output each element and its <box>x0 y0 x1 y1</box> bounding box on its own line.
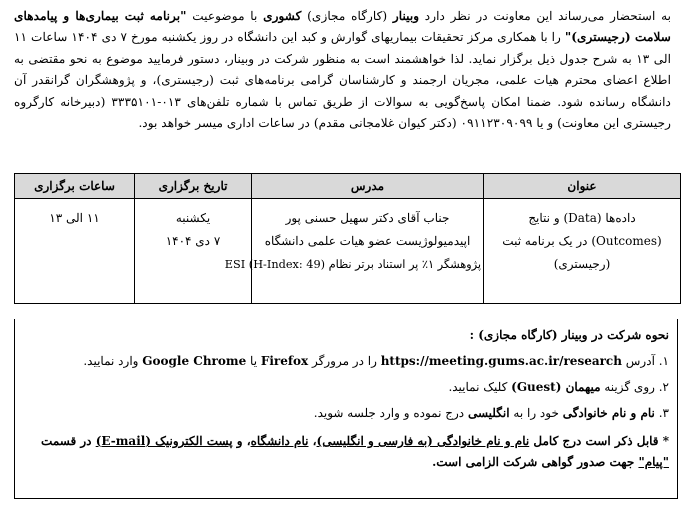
intro-text: به استحضار می‌رساند این معاونت در نظر دارد <box>419 9 672 23</box>
table-row <box>15 199 681 304</box>
intro-webinar: وبینار <box>392 9 420 23</box>
intro-text: را با همکاری مرکز تحقیقات بیماریهای گوارش و کبد این دانشگاه در روز یکشنبه مورخ ۷ دی ۱۴۰۴ ساعات ۱۱ الی ۱۳ به شرح جدول ذیل برگزار نماید. لذا خواهشمند است به منظور شرکت در وبینار، دستور فرمایید موضوع به نحو مقتضی به اطلاع اعضای محترم هیات علمی، مجریان ارجمند و کارشناسان گرامی برنامه‌های ثبت (رجیستری)، و پژوهشگران گرانقدر آن دانشگاه رسانده شود. ضمنا امکان پاسخ‌گویی به سوالات از طریق تماس با شماره تلفن‌های ۰۱۳-۳۳۳۵۱۰۱ (دبیرخانه کارگروه رجیستری این معاونت) و یا ۰۹۱۱۲۳۰۹۰۹۹ (دکتر کیوان غلامجانی مقدم) در ساعات اداری میسر خواهد بود. <box>14 30 671 131</box>
registration-title: نحوه شرکت در وبینار (کارگاه مجازی) : <box>469 328 669 342</box>
intro-text: (کارگاه مجازی) <box>301 9 393 23</box>
step-1: ۱. آدرس https://meeting.gums.ac.ir/research را در مرورگر Firefox یا Google Chrome وارد نمایید. <box>83 354 669 368</box>
intro-paragraph <box>14 6 671 134</box>
intro-national: کشوری <box>263 9 302 23</box>
intro-topic: "برنامه ثبت بیماری‌ها و پیامدهای سلامت (رجیستری)" <box>14 9 671 45</box>
intro-text: با موضوعیت <box>186 9 264 23</box>
meeting-url-link[interactable]: https://meeting.gums.ac.ir/research <box>380 354 622 368</box>
header-time: ساعات برگزاری <box>15 174 135 199</box>
cell-lecturer: جناب آقای دکتر سهیل حسنی پور اپیدمیولوژیست عضو هیات علمی دانشگاه پژوهشگر ۱٪ پر استناد برتر نظام ESI (H-Index: 49) <box>252 199 484 304</box>
header-date: تاریخ برگزاری <box>135 174 252 199</box>
header-title: عنوان <box>484 174 681 199</box>
cell-time: ۱۱ الی ۱۳ <box>15 199 135 304</box>
step-2: ۲. روی گزینه میهمان (Guest) کلیک نمایید. <box>448 380 669 394</box>
schedule-table <box>14 173 681 304</box>
table-header-row <box>15 174 681 199</box>
cell-date: یکشنبه ۷ دی ۱۴۰۴ <box>135 199 252 304</box>
cell-title: داده‌ها (Data) و نتایج (Outcomes) در یک برنامه ثبت (رجیستری) <box>484 199 681 304</box>
header-lecturer: مدرس <box>252 174 484 199</box>
registration-box <box>14 319 678 499</box>
step-3: ۳. نام و نام خانوادگی خود را به انگلیسی درج نموده و وارد جلسه شوید. <box>313 406 669 420</box>
requirements-note: * قابل ذکر است درج کامل نام و نام خانوادگی (به فارسی و انگلیسی)، نام دانشگاه، و پست الکترونیک (E-mail) در قسمت "پیام" جهت صدور گواهی شرکت الزامی است. <box>41 434 669 469</box>
